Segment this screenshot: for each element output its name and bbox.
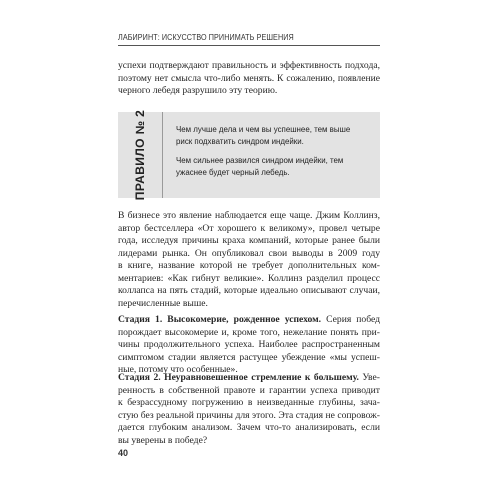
rule-label-column — [118, 109, 163, 201]
text-line: к безрассудному погружению в неизведанные глубины, зача- — [118, 397, 380, 408]
text-line: вы уверены в победе? — [118, 434, 208, 446]
text-line — [118, 372, 380, 385]
stage-1-paragraph — [118, 314, 380, 377]
text-line: ные, потому что особенные». — [118, 364, 238, 375]
text-line: коллапса на пять стадий, которые идеально описывают случаи, — [118, 285, 380, 296]
text-line: перечисленные выше. — [118, 297, 208, 309]
stage-1-title: Стадия 1. Высокомерие, рожденное успехом. — [118, 314, 322, 325]
stage-2-first-rest: Уве- — [358, 372, 380, 383]
running-head-title: ЛАБИРИНТ: ИСКУССТВО ПРИНИМАТЬ РЕШЕНИЯ — [118, 33, 294, 42]
text-line: чины продолжительного успеха. Наиболее распространенным — [118, 339, 380, 350]
text-line: стую без реальной причины для этого. Эта стадия не сопровож- — [118, 409, 380, 421]
text-line — [118, 314, 380, 327]
body-paragraph-1 — [118, 210, 380, 310]
text-line: В бизнесе это явление наблюдается еще чаще. Джим Коллинз, — [118, 210, 380, 221]
text-line: порождает высокомерие и, кроме того, нежелание понять при- — [118, 326, 380, 338]
rule-line: риск подхватить синдром индейки. — [176, 136, 304, 147]
stage-2-title: Стадия 2. Неуравновешенное стремление к большему. — [118, 372, 359, 383]
stage-2-paragraph — [118, 372, 380, 447]
rule-callout-box — [118, 109, 380, 201]
text-line: автор бестселлера «От хорошего к великому», провел четыре — [118, 222, 380, 234]
text-line: поэтому нет смысла что-либо менять. К сожалению, появление — [118, 72, 380, 84]
text-line: лидерами рынка. Он опубликовал свои выводы в 2009 году — [118, 247, 380, 259]
intro-paragraph — [118, 60, 380, 98]
text-line: успехи подтверждают правильность и эффективность подхода, — [118, 60, 380, 71]
rule-text — [176, 123, 372, 179]
page-number: 40 — [118, 448, 129, 458]
rule-label: ПРАВИЛО № 2 — [133, 109, 147, 201]
text-line: года, исследуя причины краха компаний, которые ранее были — [118, 235, 380, 246]
rule-line: ужаснее будет черный лебедь. — [176, 167, 290, 178]
stage-1-first-rest: Серия побед — [321, 314, 380, 325]
text-line: ментариев: «Как гибнут великие». Коллинз разделил процесс — [118, 272, 380, 284]
text-line: симптомом стадии является растущее убеждение «мы успеш- — [118, 351, 380, 363]
text-line: черного лебедя разрушило эту теорию. — [118, 85, 278, 96]
header-rule — [118, 45, 380, 46]
text-line: дается глубоким анализом. Зачем что-то анализировать, если — [118, 422, 380, 433]
text-line: ренность в собственной правоте и гарантии успеха приводит — [118, 384, 380, 396]
rule-line: Чем сильнее развился синдром индейки, тем — [176, 154, 344, 165]
text-line: в книге, название которой не требует дополнительных ком- — [118, 260, 380, 271]
rule-line: Чем лучше дела и чем вы успешнее, тем выше — [176, 124, 351, 134]
